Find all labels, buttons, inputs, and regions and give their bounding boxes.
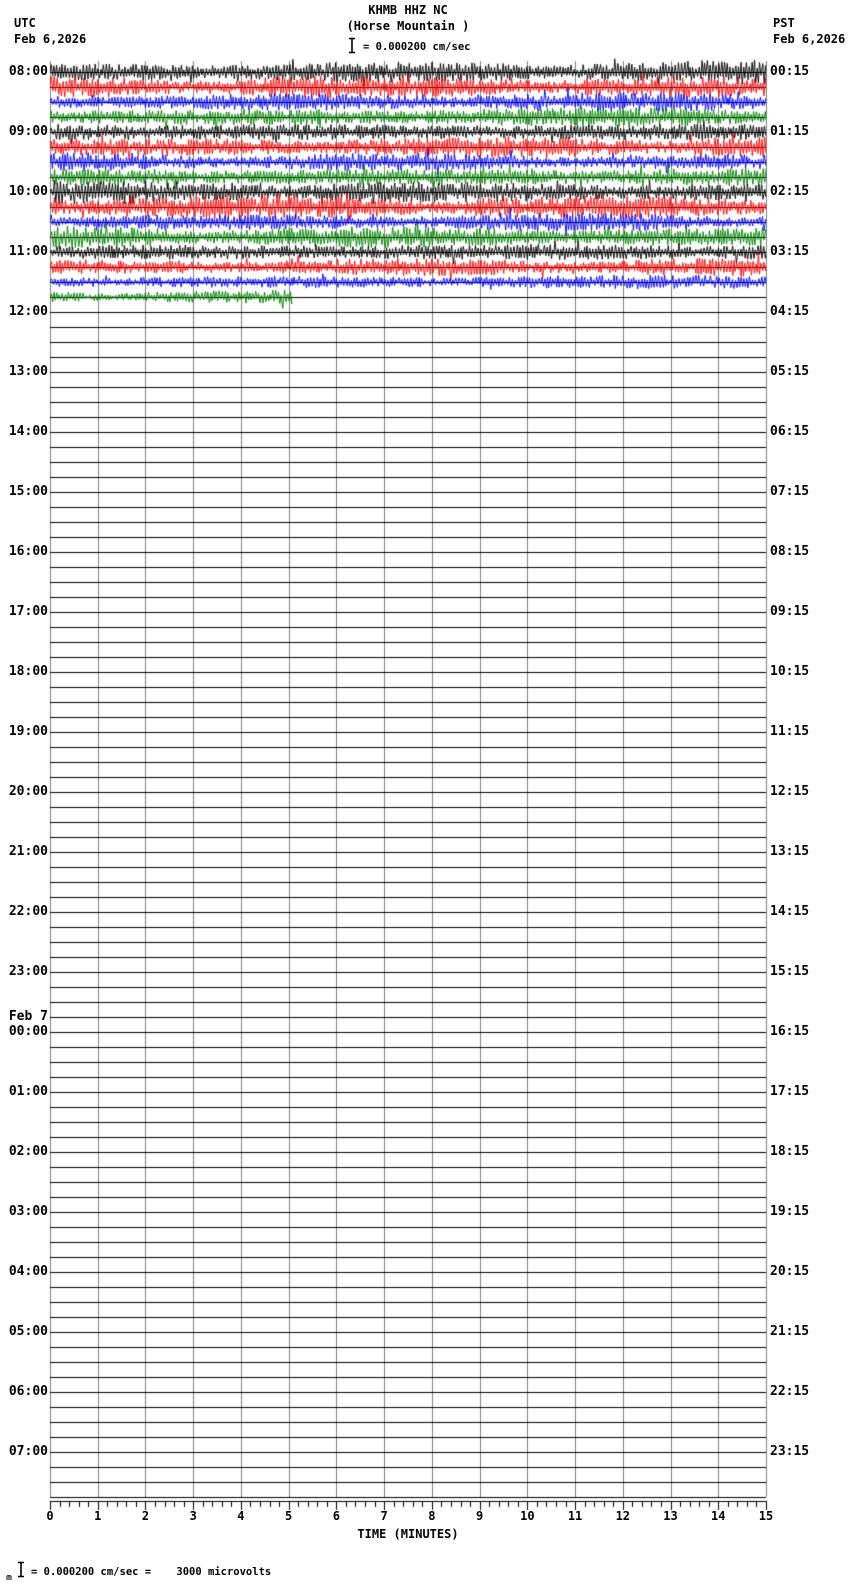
utc-hour-label: 05:00 bbox=[8, 1324, 48, 1339]
pst-hour-label: 11:15 bbox=[770, 724, 810, 739]
pst-date-label: Feb 6,2026 bbox=[773, 32, 846, 46]
x-axis-tick-label: 1 bbox=[94, 1509, 102, 1523]
x-axis-title: TIME (MINUTES) bbox=[357, 1527, 459, 1541]
x-axis-tick-label: 3 bbox=[189, 1509, 197, 1523]
pst-hour-label: 16:15 bbox=[770, 1024, 810, 1039]
pst-hour-label: 10:15 bbox=[770, 664, 810, 679]
x-axis-tick-label: 7 bbox=[380, 1509, 388, 1523]
utc-hour-label: 03:00 bbox=[8, 1204, 48, 1219]
utc-hour-label: 00:00 bbox=[8, 1024, 48, 1039]
x-axis-tick-label: 5 bbox=[285, 1509, 293, 1523]
pst-hour-label: 23:15 bbox=[770, 1444, 810, 1459]
pst-hour-label: 07:15 bbox=[770, 484, 810, 499]
pst-hour-label: 06:15 bbox=[770, 424, 810, 439]
utc-hour-label: 13:00 bbox=[8, 364, 48, 379]
footer-marker-icon bbox=[6, 1566, 14, 1584]
pst-hour-label: 03:15 bbox=[770, 244, 810, 259]
page-subtitle: (Horse Mountain ) bbox=[346, 19, 470, 33]
utc-hour-label: 06:00 bbox=[8, 1384, 48, 1399]
pst-hour-label: 05:15 bbox=[770, 364, 810, 379]
pst-hour-label: 04:15 bbox=[770, 304, 810, 319]
utc-date-label: Feb 6,2026 bbox=[14, 32, 87, 46]
pst-hour-label: 22:15 bbox=[770, 1384, 810, 1399]
footer-scale-label: = 0.000200 cm/sec = 3000 microvolts bbox=[31, 1566, 272, 1578]
x-axis-tick-label: 10 bbox=[520, 1509, 535, 1523]
pst-hour-label: 08:15 bbox=[770, 544, 810, 559]
utc-hour-label: 14:00 bbox=[8, 424, 48, 439]
pst-hour-label: 09:15 bbox=[770, 604, 810, 619]
utc-hour-label: 17:00 bbox=[8, 604, 48, 619]
utc-hour-label: 22:00 bbox=[8, 904, 48, 919]
scale-ibeam-icon bbox=[347, 37, 357, 58]
utc-hour-label: 09:00 bbox=[8, 124, 48, 139]
pst-hour-label: 02:15 bbox=[770, 184, 810, 199]
page-title: KHMB HHZ NC bbox=[368, 3, 448, 17]
pst-hour-label: 21:15 bbox=[770, 1324, 810, 1339]
x-axis-tick-label: 8 bbox=[428, 1509, 436, 1523]
utc-hour-label: 02:00 bbox=[8, 1144, 48, 1159]
utc-hour-label: 07:00 bbox=[8, 1444, 48, 1459]
x-axis-tick-label: 6 bbox=[332, 1509, 340, 1523]
pst-hour-label: 20:15 bbox=[770, 1264, 810, 1279]
x-axis-tick-label: 0 bbox=[46, 1509, 54, 1523]
utc-hour-label: 23:00 bbox=[8, 964, 48, 979]
pst-timezone-label: PST bbox=[773, 16, 795, 30]
utc-extra-date-label: Feb 7 bbox=[8, 1009, 48, 1024]
utc-hour-label: 19:00 bbox=[8, 724, 48, 739]
x-axis-tick-label: 13 bbox=[663, 1509, 678, 1523]
utc-hour-label: 11:00 bbox=[8, 244, 48, 259]
x-axis-tick-label: 12 bbox=[615, 1509, 631, 1523]
utc-hour-label: 21:00 bbox=[8, 844, 48, 859]
utc-hour-label: 16:00 bbox=[8, 544, 48, 559]
pst-hour-label: 13:15 bbox=[770, 844, 810, 859]
utc-hour-label: 04:00 bbox=[8, 1264, 48, 1279]
pst-hour-label: 17:15 bbox=[770, 1084, 810, 1099]
pst-hour-label: 01:15 bbox=[770, 124, 810, 139]
x-axis-tick-label: 11 bbox=[567, 1509, 583, 1523]
pst-hour-label: 14:15 bbox=[770, 904, 810, 919]
pst-hour-label: 00:15 bbox=[770, 64, 810, 79]
pst-hour-label: 18:15 bbox=[770, 1144, 810, 1159]
x-axis-tick-label: 14 bbox=[711, 1509, 726, 1523]
pst-hour-label: 12:15 bbox=[770, 784, 810, 799]
scale-key-label: = 0.000200 cm/sec bbox=[363, 41, 471, 53]
utc-hour-label: 01:00 bbox=[8, 1084, 48, 1099]
utc-timezone-label: UTC bbox=[14, 16, 36, 30]
pst-hour-label: 15:15 bbox=[770, 964, 810, 979]
utc-hour-label: 12:00 bbox=[8, 304, 48, 319]
x-axis-tick-label: 9 bbox=[475, 1509, 484, 1523]
utc-hour-label: 10:00 bbox=[8, 184, 48, 199]
x-axis-tick-label: 2 bbox=[141, 1509, 150, 1523]
x-axis-tick-label: 15 bbox=[758, 1509, 774, 1523]
x-axis-tick-label: 4 bbox=[237, 1509, 245, 1523]
utc-hour-label: 08:00 bbox=[8, 64, 48, 79]
pst-hour-label: 19:15 bbox=[770, 1204, 810, 1219]
footer-ibeam-icon bbox=[16, 1561, 26, 1582]
utc-hour-label: 20:00 bbox=[8, 784, 48, 799]
utc-hour-label: 18:00 bbox=[8, 664, 48, 679]
utc-hour-label: 15:00 bbox=[8, 484, 48, 499]
